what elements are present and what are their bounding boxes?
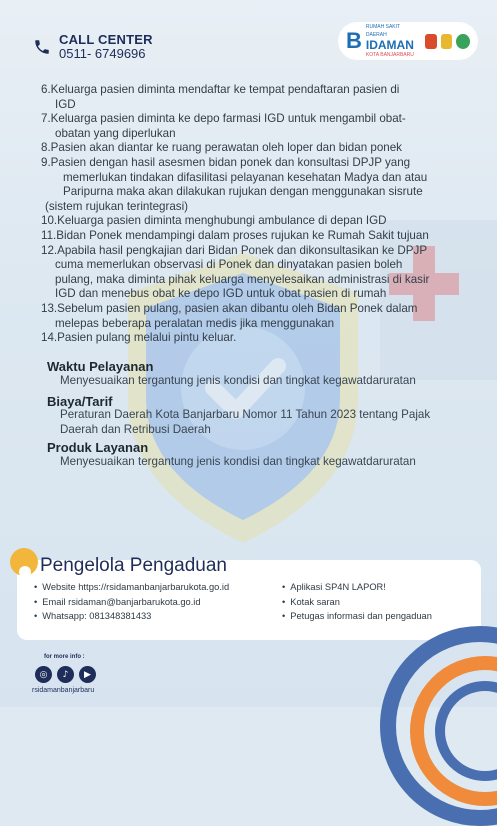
logo-small-top: RUMAH SAKIT DAERAH (365, 24, 400, 38)
accreditation-icon (456, 34, 470, 49)
website-link[interactable]: • Website https://rsidamanbanjarbarukota.go.id (34, 580, 229, 595)
step-text: Pasien dengan hasil asesmen bidan ponek dan konsultasi DPJP yang (50, 155, 411, 169)
complaint-channels-left (34, 580, 229, 624)
city-seal-icon (425, 34, 437, 49)
step-text: obatan yang diperlukan (55, 126, 176, 140)
list-item (41, 83, 461, 98)
suggestion-box-item: • Kotak saran (282, 595, 432, 610)
step-text: Paripurna maka akan dilakukan rujukan dengan menggunakan sisrute (63, 185, 423, 199)
info-officer-item: • Petugas informasi dan pengaduan (282, 609, 432, 624)
product-text: Menyesuaikan tergantung jenis kondisi dan tingkat kegawatdaruratan (60, 455, 416, 468)
fee-heading: Biaya/Tarif (47, 394, 113, 409)
complaint-channels-right (282, 580, 432, 624)
hospital-logo (338, 22, 478, 60)
list-item (41, 302, 461, 317)
complaint-person-head (19, 566, 31, 578)
step-text: Pasien akan diantar ke ruang perawatan oleh loper dan bidan ponek (50, 141, 402, 155)
step-number: 14. (41, 331, 58, 345)
whatsapp-link[interactable]: • Whatsapp: 081348381433 (34, 609, 229, 624)
step-text: Keluarga pasien diminta mendaftar ke tempat pendaftaran pasien di (50, 83, 400, 96)
phone-icon (33, 38, 51, 56)
procedure-steps (41, 83, 461, 346)
list-item (41, 141, 461, 156)
step-number: 12. (41, 243, 58, 257)
step-text: (sistem rujukan terintegrasi) (45, 199, 189, 213)
lapor-app-item: • Aplikasi SP4N LAPOR! (282, 580, 432, 595)
product-heading: Produk Layanan (47, 440, 149, 455)
step-number: 8. (41, 141, 51, 155)
list-item (41, 112, 461, 127)
step-text: pulang, maka diminta pihak keluarga menyelesaikan administrasi di kasir (55, 272, 430, 286)
step-number: 10. (41, 214, 58, 228)
fee-text-line-2: Daerah dan Retribusi Daerah (60, 423, 211, 436)
call-center-title: CALL CENTER (59, 32, 153, 47)
step-text: Pasien pulang melalui pintu keluar. (57, 331, 237, 345)
list-item (41, 229, 461, 244)
logo-name: IDAMAN (365, 38, 414, 52)
step-text: melepas beberapa peralatan medis jika menggunakan (55, 316, 335, 330)
step-text: Apabila hasil pengkajian dari Bidan Ponek dan dikonsultasikan ke DPJP (57, 243, 428, 257)
step-text: IGD (55, 97, 76, 111)
step-text: Keluarga pasien diminta menghubungi ambulance di depan IGD (57, 214, 387, 228)
step-text: Keluarga pasien diminta ke depo farmasi IGD untuk mengambil obat- (50, 112, 406, 126)
step-text: Sebelum pasien pulang, pasien akan dibantu oleh Bidan Ponek dalam (57, 301, 418, 315)
logo-letter: B (346, 28, 362, 53)
complaints-title: Pengelola Pengaduan (40, 555, 228, 576)
social-handle: rsidamanbanjarbaru (32, 687, 95, 694)
call-center-number[interactable]: 0511- 6749696 (59, 46, 146, 61)
step-text: Bidan Ponek mendampingi dalam proses rujukan ke Rumah Sakit tujuan (56, 228, 429, 242)
province-seal-icon (441, 34, 453, 49)
step-number: 6. (41, 83, 51, 96)
step-text: cuma memerlukan observasi di Ponek dan dinyatakan pasien boleh (55, 258, 403, 272)
list-item (41, 156, 461, 171)
step-number: 9. (41, 155, 51, 169)
tiktok-icon[interactable]: ♪ (57, 666, 74, 683)
list-item (41, 214, 461, 229)
instagram-icon[interactable]: ◎ (35, 666, 52, 683)
list-item (41, 331, 461, 346)
logo-small-bottom: KOTA BANJARBARU (365, 52, 414, 58)
list-item (41, 244, 461, 259)
step-number: 7. (41, 112, 51, 126)
service-time-heading: Waktu Pelayanan (47, 359, 154, 374)
call-center (33, 33, 153, 61)
step-text: memerlukan tindakan difasilitasi pelayanan kesehatan Madya dan atau (63, 170, 428, 184)
service-time-text: Menyesuaikan tergantung jenis kondisi dan tingkat kegawatdaruratan (60, 374, 416, 387)
more-info-label: for more info : (44, 654, 85, 660)
youtube-icon[interactable]: ▶ (79, 666, 96, 683)
email-link[interactable]: • Email rsidaman@banjarbarukota.go.id (34, 595, 229, 610)
step-number: 13. (41, 301, 58, 315)
step-text: IGD dan menebus obat ke depo IGD untuk obat pasien di rumah (55, 287, 387, 301)
logo-text (366, 23, 417, 59)
step-number: 11. (41, 228, 57, 242)
fee-text-line-1: Peraturan Daerah Kota Banjarbaru Nomor 11 Tahun 2023 tentang Pajak (60, 408, 431, 421)
